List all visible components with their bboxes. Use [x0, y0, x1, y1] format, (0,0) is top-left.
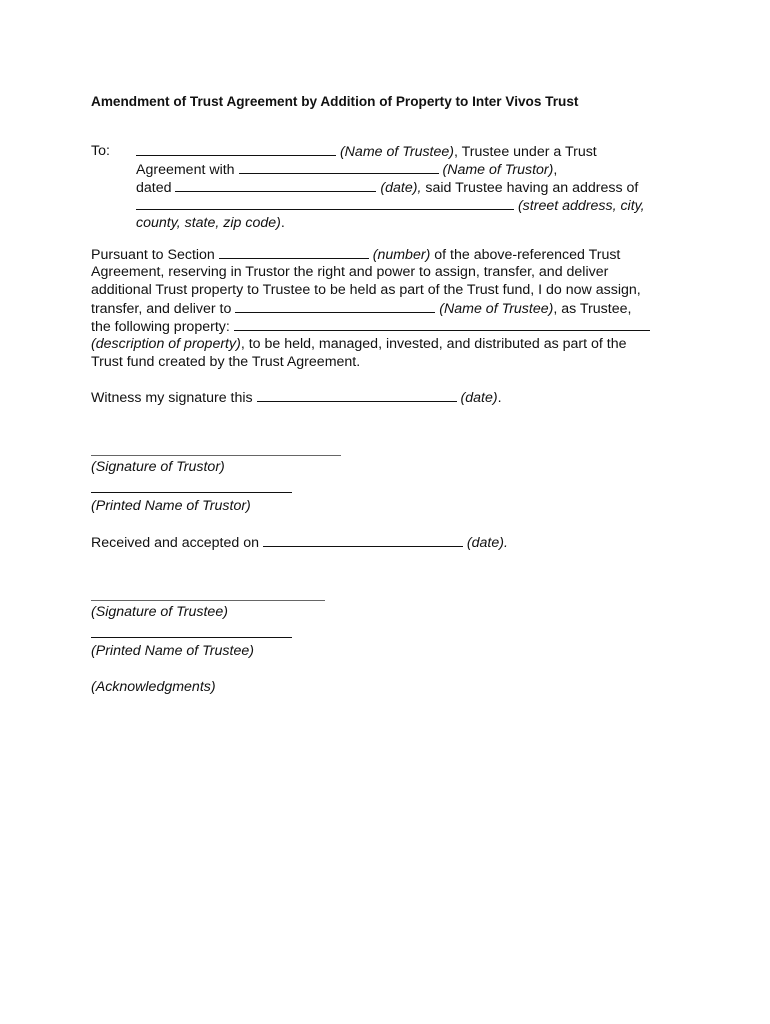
dated-text: dated	[136, 180, 172, 196]
pursuant-line-7: Trust fund created by the Trust Agreement.	[91, 354, 361, 370]
pursuant-line-1	[91, 245, 620, 264]
trustor-signature-line[interactable]	[91, 455, 341, 456]
received-date-hint: (date).	[466, 535, 508, 551]
trustor-printed-caption: (Printed Name of Trustor)	[91, 498, 251, 514]
witness-date-hint: (date)	[460, 390, 498, 406]
deliver-to-text: transfer, and deliver to	[91, 301, 232, 317]
to-label: To:	[91, 143, 110, 159]
trustee-under-text: , Trustee under a Trust	[454, 144, 597, 160]
pursuant-line-4	[91, 299, 631, 318]
received-text: Received and accepted on	[91, 535, 260, 551]
pursuant-line-6	[91, 335, 627, 353]
to-line-1	[136, 142, 597, 161]
pursuant-start-text: Pursuant to Section	[91, 247, 215, 263]
to-line-3	[136, 178, 638, 197]
description-hint: (description of property)	[91, 336, 241, 352]
pursuant-line-2: Agreement, reserving in Trustor the right and power to assign, transfer, and deliver	[91, 264, 609, 280]
agreement-with-text: Agreement with	[136, 162, 235, 178]
period-text: .	[280, 215, 285, 231]
held-managed-text: , to be held, managed, invested, and distributed as part of the	[240, 336, 627, 352]
address-text: said Trustee having an address of	[425, 180, 639, 196]
trustee-signature-caption: (Signature of Trustee)	[91, 604, 228, 620]
pursuant-end-text: of the above-referenced Trust	[434, 247, 621, 263]
witness-date-blank[interactable]	[257, 388, 457, 402]
witness-text: Witness my signature this	[91, 390, 253, 406]
received-date-blank[interactable]	[263, 533, 463, 547]
as-trustee-text: , as Trustee,	[553, 301, 632, 317]
dated-blank[interactable]	[175, 178, 376, 192]
property-blank[interactable]	[234, 317, 650, 331]
deliver-to-trustee-blank[interactable]	[235, 299, 435, 313]
to-line-5	[136, 214, 285, 232]
section-number-blank[interactable]	[219, 245, 369, 259]
trustee-name-hint: (Name of Trustee)	[339, 144, 455, 160]
trustor-printed-name-line[interactable]	[91, 492, 292, 493]
following-property-text: the following property:	[91, 319, 230, 335]
comma-text: ,	[553, 162, 558, 178]
trustee-printed-caption: (Printed Name of Trustee)	[91, 643, 254, 659]
document-title: Amendment of Trust Agreement by Addition of Property to Inter Vivos Trust	[91, 94, 579, 109]
to-line-4	[136, 196, 645, 215]
address-blank[interactable]	[136, 196, 514, 210]
date-hint: (date),	[380, 180, 422, 196]
street-hint: (street address, city,	[517, 198, 645, 214]
trustee-signature-line[interactable]	[91, 600, 325, 601]
trustee-hint: (Name of Trustee)	[439, 301, 554, 317]
to-line-2	[136, 160, 557, 179]
received-line	[91, 533, 508, 552]
trustor-signature-caption: (Signature of Trustor)	[91, 459, 225, 475]
witness-period: .	[497, 390, 502, 406]
trustor-name-hint: (Name of Trustor)	[442, 162, 554, 178]
trustee-printed-name-line[interactable]	[91, 637, 292, 638]
acknowledgments-text: (Acknowledgments)	[91, 679, 216, 695]
trustor-name-blank[interactable]	[239, 160, 439, 174]
witness-line	[91, 388, 502, 407]
county-hint: county, state, zip code)	[136, 215, 281, 231]
number-hint: (number)	[372, 247, 431, 263]
pursuant-line-3: additional Trust property to Trustee to be held as part of the Trust fund, I do now assign,	[91, 282, 641, 298]
pursuant-line-5	[91, 317, 650, 336]
trustee-name-blank[interactable]	[136, 142, 336, 156]
